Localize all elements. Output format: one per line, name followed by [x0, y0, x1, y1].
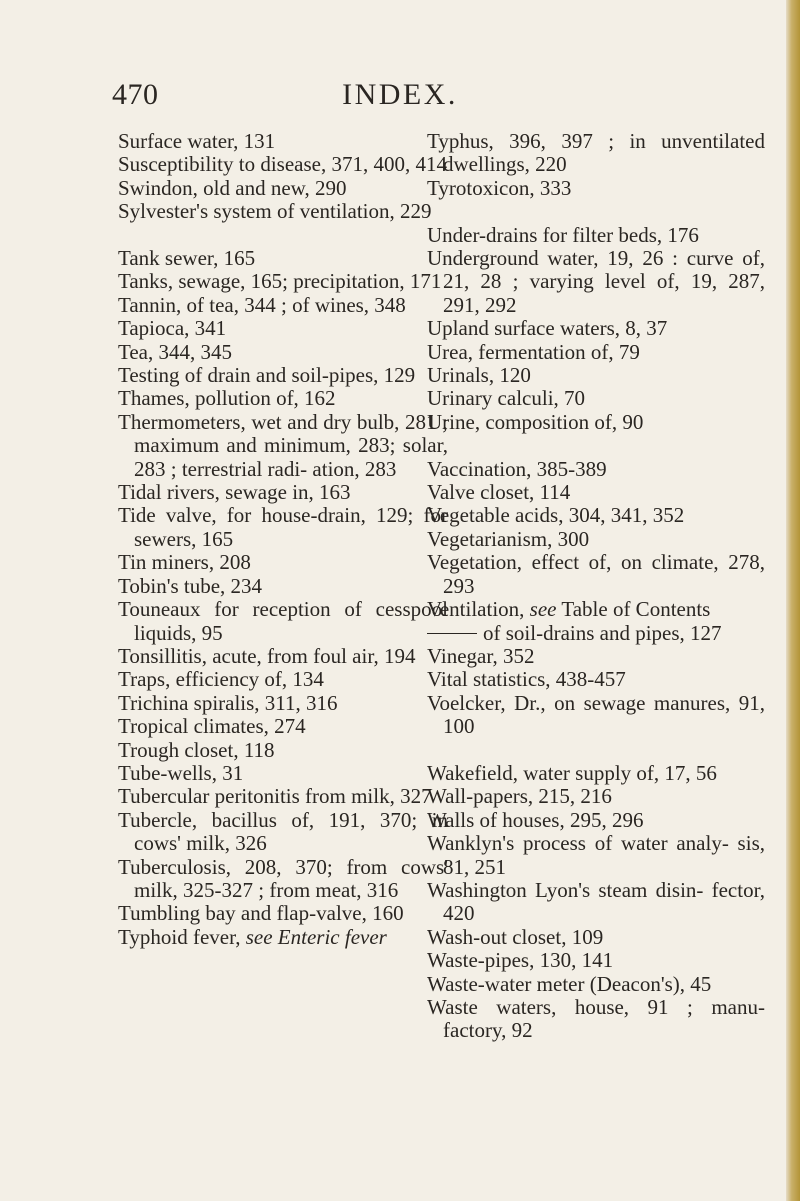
- entry-text: Vaccination, 385-389: [427, 456, 607, 481]
- index-entry: [427, 762, 765, 785]
- section-gap: [427, 739, 765, 762]
- index-entry: [427, 645, 765, 668]
- index-entry: [118, 177, 448, 200]
- entry-text: Vegetarianism, 300: [427, 526, 590, 551]
- index-column-right: [427, 130, 765, 1043]
- index-entry: [427, 598, 765, 621]
- entry-text: Tannin, of tea, 344 ; of wines, 348: [118, 292, 406, 317]
- entry-text: Sylvester's system of ventilation, 229: [118, 199, 432, 224]
- page-edge: [786, 0, 800, 1201]
- entry-text: Trichina spiralis, 311, 316: [118, 690, 338, 715]
- index-entry: [427, 668, 765, 691]
- index-entry: [427, 879, 765, 926]
- index-entry: [118, 387, 448, 410]
- index-entry: [427, 926, 765, 949]
- index-entry: [118, 809, 448, 856]
- index-entry: [427, 551, 765, 598]
- index-entry: [118, 902, 448, 925]
- index-entry: [427, 996, 765, 1043]
- entry-text: Typhus, 396, 397 ; in unventilated dwellings, 220: [427, 129, 765, 177]
- index-entry: [118, 785, 448, 808]
- index-entry: [118, 317, 448, 340]
- index-entry: [118, 551, 448, 574]
- entry-text: Urinary calculi, 70: [427, 386, 586, 411]
- index-entry: [118, 762, 448, 785]
- ditto-dash: [427, 633, 477, 634]
- entry-text: Walls of houses, 295, 296: [427, 807, 644, 832]
- entry-text: Upland surface waters, 8, 37: [427, 316, 668, 341]
- index-entry: [118, 739, 448, 762]
- entry-text: Susceptibility to disease, 371, 400, 414: [118, 152, 447, 177]
- entry-text: Waste waters, house, 91 ; manu- factory, 92: [427, 994, 765, 1043]
- index-entry: [427, 692, 765, 739]
- index-entry: [427, 481, 765, 504]
- index-entry: [427, 809, 765, 832]
- entry-text: Testing of drain and soil-pipes, 129: [118, 363, 416, 388]
- entry-text: Tin miners, 208: [118, 550, 251, 575]
- entry-text: Thames, pollution of, 162: [118, 386, 336, 411]
- index-entry: [118, 575, 448, 598]
- index-entry: [427, 622, 765, 645]
- entry-text: Tuberculosis, 208, 370; from cows' milk, 325-327 ; from meat, 316: [118, 854, 448, 902]
- index-entry: [118, 247, 448, 270]
- entry-text: Urea, fermentation of, 79: [427, 339, 640, 364]
- entry-text: Urine, composition of, 90: [427, 409, 644, 434]
- index-entry: [118, 645, 448, 668]
- index-entry: [427, 832, 765, 879]
- index-entry: [427, 785, 765, 808]
- entry-text: Swindon, old and new, 290: [118, 175, 347, 200]
- entry-text: Underground water, 19, 26 : curve of, 21, 28 ; varying level of, 19, 287, 291, 292: [427, 246, 765, 317]
- index-entry: [118, 341, 448, 364]
- index-entry: [118, 294, 448, 317]
- entry-text: Tidal rivers, sewage in, 163: [118, 480, 351, 505]
- index-entry: [427, 364, 765, 387]
- entry-text: Surface water, 131: [118, 129, 276, 153]
- page-header: [0, 78, 800, 118]
- entry-text-after: Table of Contents: [556, 597, 711, 622]
- index-entry: [118, 481, 448, 504]
- index-entry: [118, 153, 448, 176]
- entry-text: Traps, efficiency of, 134: [118, 667, 324, 692]
- entry-text: Tobin's tube, 234: [118, 573, 263, 598]
- entry-text: Tank sewer, 165: [118, 246, 256, 271]
- index-entry: [427, 177, 765, 200]
- entry-text: Waste-pipes, 130, 141: [427, 948, 614, 973]
- entry-text: Tropical climates, 274: [118, 714, 306, 739]
- index-entry: [427, 317, 765, 340]
- entry-text: Typhoid fever,: [118, 924, 246, 949]
- section-gap: [427, 200, 765, 223]
- index-entry: [427, 130, 765, 177]
- entry-text: Washington Lyon's steam disin- fector, 420: [427, 877, 765, 926]
- index-entry: [118, 668, 448, 691]
- index-entry: [118, 856, 448, 903]
- index-entry: [118, 411, 448, 481]
- index-entry: [118, 715, 448, 738]
- entry-text: Touneaux for reception of cesspool liquids, 95: [118, 597, 448, 645]
- entry-text: Wanklyn's process of water analy- sis, 81, 251: [427, 831, 765, 879]
- index-entry: [427, 504, 765, 527]
- entry-text: Valve closet, 114: [427, 480, 571, 505]
- see-reference: see Enteric fever: [245, 924, 387, 949]
- entry-text: Trough closet, 118: [118, 737, 275, 762]
- index-entry: [118, 130, 448, 153]
- index-entry: [118, 364, 448, 387]
- entry-text: Vinegar, 352: [427, 643, 535, 668]
- index-entry: [118, 598, 448, 645]
- index-entry: [118, 926, 448, 949]
- entry-text: Tube-wells, 31: [118, 760, 244, 785]
- entry-text: Waste-water meter (Deacon's), 45: [427, 971, 712, 996]
- index-entry: [118, 270, 448, 293]
- entry-text: Wash-out closet, 109: [427, 924, 604, 949]
- section-gap: [427, 434, 765, 457]
- running-title: INDEX.: [342, 78, 458, 111]
- entry-text: of soil-drains and pipes, 127: [483, 620, 722, 645]
- index-entry: [427, 387, 765, 410]
- entry-text: Vegetable acids, 304, 341, 352: [427, 503, 685, 528]
- entry-text: Tubercular peritonitis from milk, 327: [118, 784, 432, 809]
- index-column-left: [118, 130, 448, 949]
- index-entry: [118, 504, 448, 551]
- index-entry: [427, 528, 765, 551]
- section-gap: [118, 224, 448, 247]
- index-entry: [427, 949, 765, 972]
- entry-text: Voelcker, Dr., on sewage manures, 91, 100: [427, 690, 765, 739]
- entry-text: Tumbling bay and flap-valve, 160: [118, 901, 404, 926]
- entry-text: Wakefield, water supply of, 17, 56: [427, 760, 717, 785]
- see-reference: see: [529, 597, 557, 622]
- entry-text: Tapioca, 341: [118, 316, 227, 341]
- entry-text: Under-drains for filter beds, 176: [427, 222, 699, 247]
- entry-text: Thermometers, wet and dry bulb, 281 ; maximum and minimum, 283; solar, 283 ; terrestrial radi- ation, 283: [118, 409, 448, 481]
- index-entry: [427, 411, 765, 434]
- entry-text: Urinals, 120: [427, 363, 531, 388]
- entry-text: Vegetation, effect of, on climate, 278, 293: [427, 550, 765, 598]
- index-entry: [427, 341, 765, 364]
- entry-text: Wall-papers, 215, 216: [427, 784, 612, 809]
- entry-text: Tea, 344, 345: [118, 339, 233, 364]
- index-entry: [118, 692, 448, 715]
- page-number: 470: [112, 78, 159, 111]
- entry-text: Tide valve, for house-drain, 129; for sewers, 165: [118, 503, 448, 551]
- index-entry: [427, 224, 765, 247]
- entry-text: Tubercle, bacillus of, 191, 370; in cows' milk, 326: [118, 807, 448, 856]
- entry-text: Tanks, sewage, 165; precipitation, 171: [118, 269, 442, 294]
- index-entry: [118, 200, 448, 223]
- index-entry: [427, 247, 765, 317]
- entry-text: Tyrotoxicon, 333: [427, 175, 572, 200]
- entry-text: Ventilation,: [427, 597, 530, 622]
- entry-text: Tonsillitis, acute, from foul air, 194: [118, 643, 416, 668]
- index-entry: [427, 973, 765, 996]
- index-entry: [427, 458, 765, 481]
- entry-text: Vital statistics, 438-457: [427, 667, 626, 692]
